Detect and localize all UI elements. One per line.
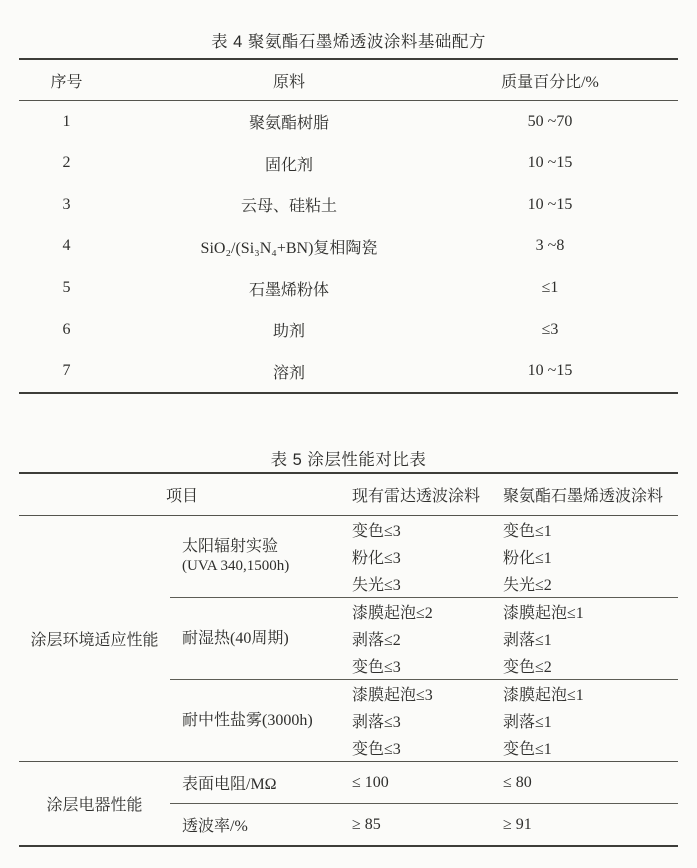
table4-header-percent: 质量百分比/%	[501, 73, 599, 91]
cell-existing: 失光≤3	[352, 577, 401, 594]
table-row	[345, 625, 678, 652]
test-name-line1: 耐湿热(40周期)	[182, 629, 289, 647]
elec-section-label: 涂层电器性能	[46, 797, 143, 814]
cell-percent: 50 ~70	[527, 112, 573, 130]
table5-performance-table	[19, 472, 678, 847]
cell-existing: ≤ 100	[352, 773, 389, 791]
env-section-body	[170, 516, 678, 761]
test-name	[170, 516, 345, 597]
cell-material: 固化剂	[264, 156, 313, 174]
test-name-line1: 耐中性盐雾(3000h)	[182, 711, 313, 729]
cell-percent: ≤3	[541, 320, 559, 338]
electrical-performance-section	[19, 762, 678, 845]
cell-no: 2	[62, 154, 71, 172]
cell-material: 聚氨酯树脂	[248, 115, 329, 133]
cell-pu: ≤ 80	[503, 773, 532, 791]
elec-section-body	[170, 762, 678, 845]
table5-header-existing: 现有雷达透波涂料	[352, 488, 481, 505]
table-row	[345, 516, 678, 543]
table-row	[19, 309, 678, 351]
cell-existing: 变色≤3	[352, 659, 401, 676]
cell-no: 6	[62, 320, 71, 338]
cell-existing: 粉化≤3	[352, 550, 401, 567]
table4-header-row	[19, 60, 678, 101]
cell-percent: 10 ~15	[527, 195, 573, 213]
env-performance-section	[19, 516, 678, 762]
cell-material: SiO₂/(Si₃N₄+BN)复相陶瓷	[200, 239, 378, 257]
test-values	[345, 598, 678, 679]
table5-caption: 表 5 涂层性能对比表	[270, 451, 427, 469]
cell-percent: 10 ~15	[527, 154, 573, 172]
table-row	[345, 543, 678, 570]
cell-existing: 漆膜起泡≤2	[352, 605, 433, 622]
cell-no: 4	[62, 237, 71, 255]
table-row	[170, 804, 678, 845]
cell-pu: 漆膜起泡≤1	[503, 687, 584, 704]
table-row	[170, 762, 678, 804]
test-name	[170, 680, 345, 761]
cell-material: 溶剂	[272, 364, 305, 382]
test-group-damp-heat	[170, 598, 678, 680]
cell-material: 云母、硅粘土	[240, 198, 337, 216]
table-row	[345, 734, 678, 761]
test-values	[345, 680, 678, 761]
table-row	[345, 680, 678, 707]
cell-existing: 剥落≤3	[352, 714, 401, 731]
cell-no: 1	[62, 112, 71, 130]
table-row	[345, 652, 678, 679]
cell-percent: ≤1	[541, 279, 559, 297]
cell-pu: ≥ 91	[503, 815, 532, 833]
cell-percent: 10 ~15	[527, 362, 573, 380]
test-name-line1: 太阳辐射实验	[182, 538, 279, 556]
table-row	[345, 598, 678, 625]
cell-pu: 漆膜起泡≤1	[503, 605, 584, 622]
table-row	[19, 184, 678, 226]
test-group-solar-radiation	[170, 516, 678, 598]
cell-no: 7	[62, 362, 71, 380]
cell-percent: 3 ~8	[535, 237, 565, 255]
table5-header-item: 项目	[165, 488, 198, 505]
table-row	[345, 707, 678, 734]
test-values	[345, 516, 678, 597]
cell-pu: 粉化≤1	[503, 550, 552, 567]
cell-pu: 变色≤1	[503, 741, 552, 758]
table4-formula-table	[19, 58, 678, 394]
table4-caption: 表 4 聚氨酯石墨烯透波涂料基础配方	[211, 33, 486, 51]
cell-existing: ≥ 85	[352, 815, 381, 833]
table5-header-row	[19, 474, 678, 516]
table-row	[19, 101, 678, 143]
test-group-salt-spray	[170, 680, 678, 761]
table-row	[19, 143, 678, 185]
cell-existing: 漆膜起泡≤3	[352, 687, 433, 704]
cell-pu: 变色≤2	[503, 659, 552, 676]
table-row	[19, 267, 678, 309]
test-name	[170, 598, 345, 679]
table4-header-no: 序号	[50, 73, 83, 91]
cell-pu: 剥落≤1	[503, 632, 552, 649]
cell-existing: 剥落≤2	[352, 632, 401, 649]
table5-header-pu: 聚氨酯石墨烯透波涂料	[503, 488, 664, 505]
table-row	[19, 350, 678, 392]
cell-no: 5	[62, 279, 71, 297]
cell-existing: 变色≤3	[352, 523, 401, 540]
cell-test: 表面电阻/MΩ	[182, 776, 277, 793]
cell-material: 石墨烯粉体	[248, 281, 329, 299]
test-name-line2: (UVA 340,1500h)	[182, 558, 290, 575]
table-row	[19, 226, 678, 268]
cell-test: 透波率/%	[182, 818, 248, 835]
cell-pu: 变色≤1	[503, 523, 552, 540]
cell-pu: 失光≤2	[503, 577, 552, 594]
table4-header-material: 原料	[272, 73, 305, 91]
cell-material: 助剂	[272, 323, 305, 341]
cell-existing: 变色≤3	[352, 741, 401, 758]
cell-no: 3	[62, 195, 71, 213]
env-section-label: 涂层环境适应性能	[30, 632, 159, 649]
table-row	[345, 570, 678, 597]
cell-pu: 剥落≤1	[503, 714, 552, 731]
